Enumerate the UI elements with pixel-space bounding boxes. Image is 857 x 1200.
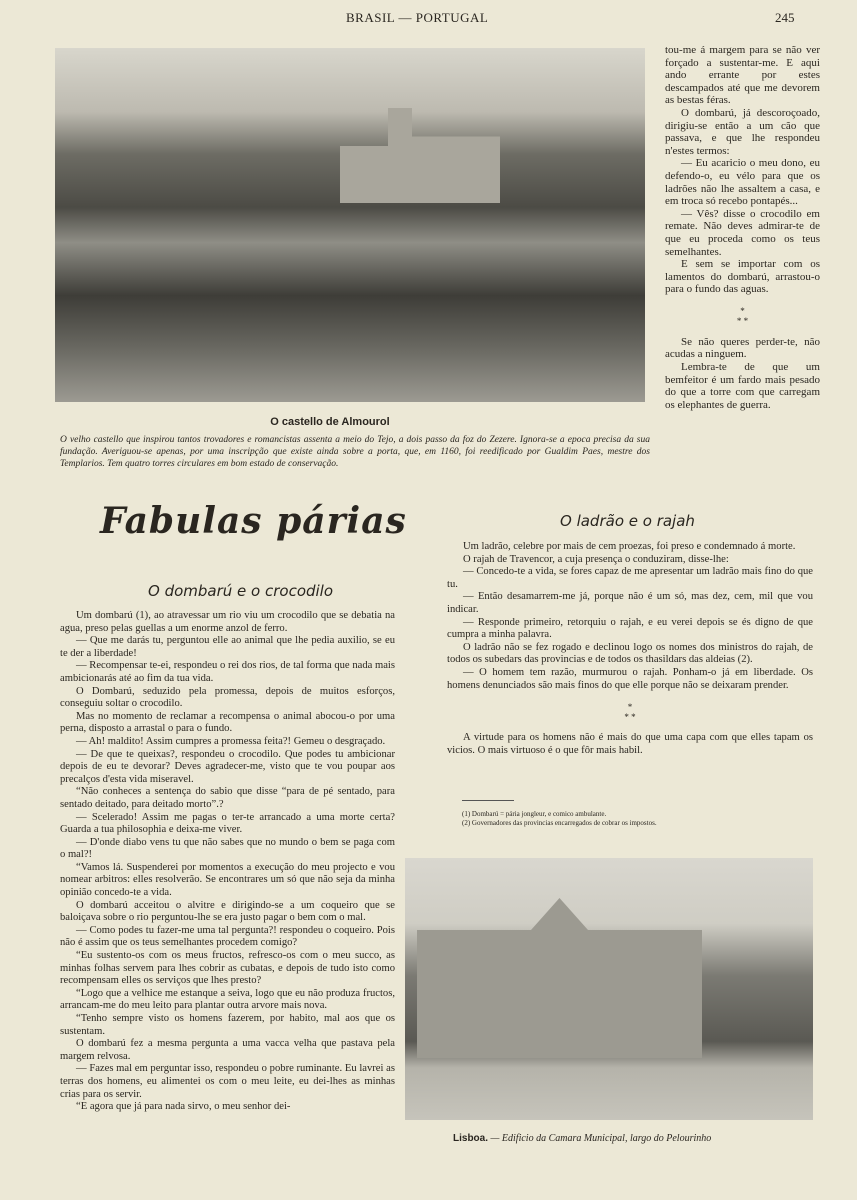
section-separator: * * *	[624, 702, 636, 723]
paragraph: E sem se importar com os lamentos do dombarú, arrastou-o para o fundo das aguas.	[665, 258, 820, 296]
paragraph: O dombarú fez a mesma pergunta a uma vacca velha que pastava pela margem relvosa.	[60, 1038, 395, 1062]
paragraph: “Não conheces a sentença do sabio que disse “para de pé sentado, para sentado deitado, para deitado morto”.?	[60, 786, 395, 810]
castle-silhouette	[340, 108, 500, 203]
paragraph: “E agora que já para nada sirvo, o meu senhor dei-	[76, 1101, 291, 1113]
paragraph: Um dombarú (1), ao atravessar um rio viu um crocodilo que se debatia na agua, preso pelas guellas a um enorme anzol de ferro.	[60, 610, 395, 634]
paragraph: A virtude para os homens não é mais do que uma capa com que elles tapam os vicios. O mais virtuoso é o que fôr mais habil.	[447, 732, 813, 756]
right-column-text	[665, 44, 820, 411]
paragraph: O rajah de Travencor, a cuja presença o conduziram, disse-lhe:	[463, 553, 729, 565]
paragraph: — De que te queixas?, respondeu o crocodilo. Que podes tu ambicionar depois de eu te devorar? Deves agradecer-me, visto que te vou poupar aos precalços d'esta vida miseravel.	[60, 748, 395, 785]
footnote: (1) Dombarú = pária jongleur, e comico ambulante.	[462, 810, 607, 818]
running-head: BRASIL — PORTUGAL	[346, 10, 489, 25]
paragraph: “Tenho sempre visto os homens fazerem, por habito, mal aos que os sustentam.	[60, 1013, 395, 1037]
article-title: Fabulas párias	[100, 500, 407, 542]
paragraph: “Eu sustento-os com os meus fructos, refresco-os com o meu succo, as minhas folhas servem para lhes cobrir as cubatas, e depois de tudo isto como recompensam elles os serviços que lhes presto?	[60, 950, 395, 987]
paragraph: — D'onde diabo vens tu que não sabes que no mundo o bem se paga com o mal?!	[60, 836, 395, 861]
story-title: O ladrão e o rajah	[560, 512, 695, 530]
section-separator: * * *	[736, 305, 749, 326]
building-silhouette	[417, 898, 702, 1058]
paragraph: O Dombarú, seduzido pela promessa, depois de muitos esforços, conseguiu soltar o crocodilo.	[60, 685, 395, 710]
footnote: (2) Governadores das provincias encarregados de cobrar os impostos.	[462, 819, 657, 827]
paragraph: — Concedo-te a vida, se fores capaz de me apresentar um ladrão mais fino do que tu.	[447, 566, 813, 590]
paragraph: — Scelerado! Assim me pagas o ter-te arrancado a uma morte certa? Guarda a tua philosophia e deixa-me viver.	[60, 811, 395, 836]
paragraph: Se não queres perder-te, não acudas a ninguem.	[665, 335, 820, 361]
paragraph: — Que me darás tu, perguntou elle ao animal que lhe pedia auxilio, se eu te der a liberdade!	[60, 635, 395, 659]
photo-camara-municipal	[405, 858, 813, 1120]
photo-caption: O velho castello que inspirou tantos trovadores e romancistas assenta a meio do Tejo, a dois passo da foz do Zezere. Ignora-se a epoca precisa da sua fundação. Averiguou-se apenas, por uma inscripção que existe ainda sobre a porta, que, em 1160, foi reedificado por Gualdim Paes, mestre dos Templarios. Tem quatro torres circulares em bom estado de conservação.	[60, 435, 650, 469]
footnotes	[462, 810, 812, 828]
page-header	[0, 8, 857, 28]
paragraph: “Vamos lá. Suspenderei por momentos a execução do meu projecto e vou nomear arbitros: elles resolverão. Se encontrares um só que não seja da minha opinião concedo-te a vida.	[60, 861, 395, 899]
paragraph: O dombarú acceitou o alvitre e dirigindo-se a um coqueiro que se baloiçava sobre o rio perguntou-lhe se era justo pagar o bem com o mal.	[60, 899, 395, 924]
caption-place: Lisboa.	[453, 1133, 489, 1144]
paragraph: — Então desamarrem-me já, porque não é um só, mas dez, cem, mil que vou indicar.	[447, 591, 813, 615]
paragraph: Lembra-te de que um bemfeitor é um fardo mais pesado do que a torre com que carregam os elephantes de guerra.	[665, 361, 820, 411]
paragraph: tou-me á margem para se não ver forçado a sustentar-me. E aqui ando errante por estes descampados até que me devorem as bestas féras.	[665, 44, 820, 107]
photo-caption	[453, 1133, 711, 1144]
paragraph: — Fazes mal em perguntar isso, respondeu o pobre ruminante. Eu lavrei as terras dos homens, eu alimentei os com o meu leite, eu dei-lhes as minhas crias para os servir.	[60, 1063, 395, 1100]
paragraph: — Ah! maldito! Assim cumpres a promessa feita?! Gemeu o desgraçado.	[76, 735, 386, 747]
caption-text: — Edificio da Camara Municipal, largo do Pelourinho	[490, 1133, 712, 1144]
paragraph: — Vês? disse o crocodilo em remate. Não deves admirar-te de que eu proceda como os teus semelhantes.	[665, 207, 820, 258]
paragraph: Um ladrão, celebre por mais de cem proezas, foi preso e condemnado á morte.	[463, 541, 796, 552]
photo-castle-almourol	[55, 48, 645, 402]
paragraph: — Responde primeiro, retorquiu o rajah, e eu verei depois se és digno de que cumpra a minha palavra.	[447, 616, 813, 641]
paragraph: — Como podes tu fazer-me uma tal pergunta?! respondeu o coqueiro. Pois não é assim que os teus semelhantes procedem comigo?	[60, 924, 395, 949]
story-body	[60, 610, 395, 1114]
footnote-rule	[462, 800, 514, 801]
paragraph: O dombarú, já descoroçoado, dirigiu-se então a um cão que passava, e que lhe respondeu n'estes termos:	[665, 106, 820, 157]
story-body	[447, 541, 813, 757]
photo-title: O castello de Almourol	[270, 416, 390, 428]
paragraph: — Eu acaricio o meu dono, eu defendo-o, eu vélo para que os ladrões não lhe assaltem a casa, e em troca só recebo pontapés...	[665, 157, 820, 208]
story-title: O dombarú e o crocodilo	[148, 582, 334, 600]
page-number: 245	[775, 10, 795, 25]
paragraph: O ladrão não se fez rogado e declinou logo os nomes dos ministros do rajah, de todos os subedars das provincias e de todos os thasildars das aldeias (2).	[447, 641, 813, 666]
paragraph: — O homem tem razão, murmurou o rajah. Ponham-o já em liberdade. Os homens denunciados são mais finos do que elle porque não se deixaram prender.	[447, 666, 813, 691]
paragraph: Mas no momento de reclamar a recompensa o animal abocou-o por uma perna, disposto a arrastal o para o fundo.	[60, 710, 395, 735]
paragraph: — Recompensar te-ei, respondeu o rei dos rios, de tal forma que nada mais ambicionarás até ao fim da tua vida.	[60, 660, 395, 684]
paragraph: “Logo que a velhice me estanque a seiva, logo que eu não produza fructos, arrancam-me do meu leito para plantar outra arvore mais nova.	[60, 987, 395, 1012]
